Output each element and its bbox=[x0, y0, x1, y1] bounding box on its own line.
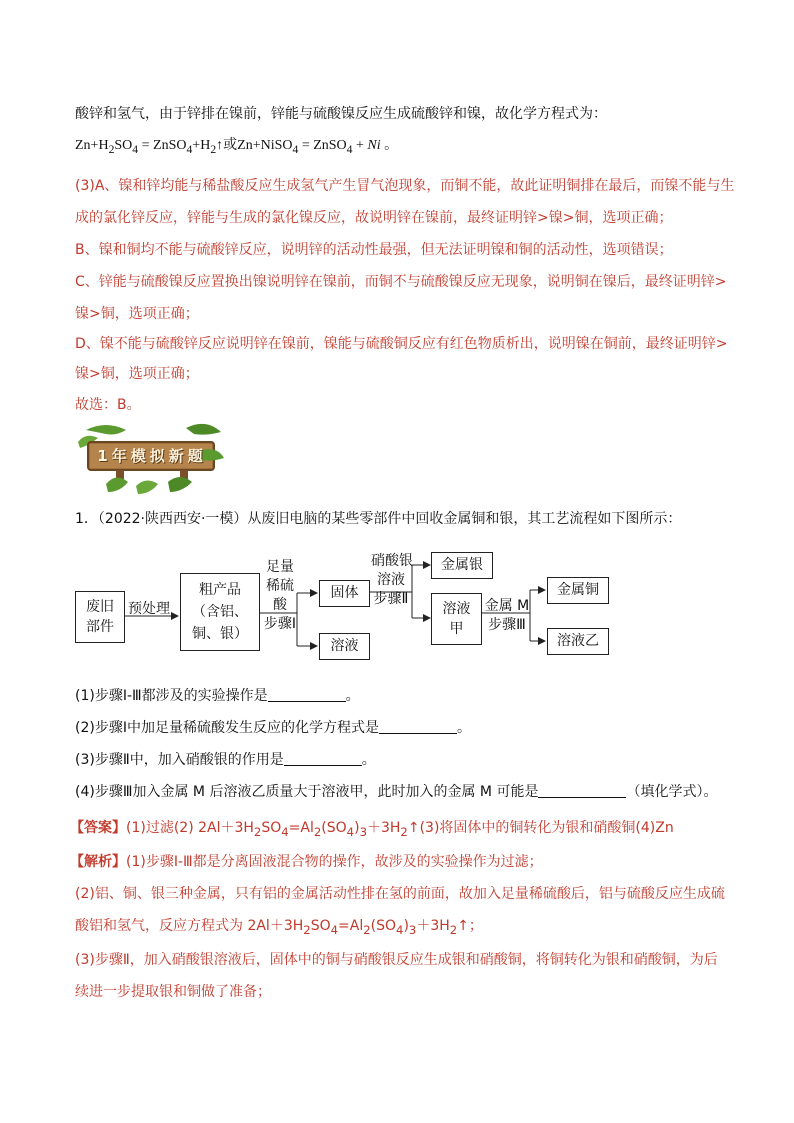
box-text: 溶液 bbox=[442, 601, 471, 617]
analysis-text: SO bbox=[310, 918, 331, 934]
analysis-sub: 4 bbox=[330, 922, 339, 937]
ans-text: ↑(3)将固体中的铜转化为银和硝酸铜(4)Zn bbox=[407, 820, 674, 836]
analysis-text: (1)步骤Ⅰ-Ⅲ都是分离固液混合物的操作，故涉及的实验操作为过滤； bbox=[126, 854, 543, 870]
analysis-3b: B、镍和铜均不能与硫酸锌反应，说明锌的活动性最强，但无法证明镍和铜的活动性，选项错误； bbox=[75, 242, 673, 258]
eq-text: ↑或Zn+NiSO bbox=[216, 138, 293, 153]
eq-text: Zn+H bbox=[75, 138, 109, 153]
q-text: (2)步骤Ⅰ中加足量稀硫酸发生反应的化学方程式是 bbox=[75, 720, 379, 736]
analysis-text: 酸铝和氢气，反应方程式为 2Al＋3H bbox=[75, 918, 304, 934]
eq-text: Ni bbox=[367, 138, 381, 153]
eq-sub: 4 bbox=[132, 142, 139, 156]
q-text: (1)步骤Ⅰ-Ⅲ都涉及的实验操作是 bbox=[75, 688, 268, 704]
analysis-line-5: 续进一步提取银和铜做了准备； bbox=[75, 984, 271, 1000]
analysis-sub: 3 bbox=[408, 922, 417, 937]
label-text: 金属 M bbox=[484, 598, 530, 614]
box-solution: 溶液 bbox=[319, 633, 370, 660]
ans-text: ) bbox=[354, 820, 360, 836]
choice-answer: 故选：B。 bbox=[75, 397, 141, 413]
ans-text: =Al bbox=[288, 820, 314, 836]
analysis-line-1 bbox=[70, 852, 543, 872]
banner-text: 1年模拟新题 bbox=[97, 447, 207, 465]
text-line: 酸锌和氢气，由于锌排在镍前，锌能与硫酸镍反应生成硫酸锌和镍，故化学方程式为： bbox=[75, 106, 607, 122]
eq-sub: 4 bbox=[292, 142, 299, 156]
box-waste-parts bbox=[75, 591, 125, 643]
analysis-text: (SO bbox=[370, 918, 397, 934]
eq-sub: 4 bbox=[346, 142, 353, 156]
answer-blank bbox=[379, 719, 457, 734]
sub-question-4 bbox=[75, 782, 717, 802]
sub-question-1 bbox=[75, 686, 360, 706]
box-text: （含铝、 bbox=[192, 604, 248, 620]
ans-sub: 4 bbox=[346, 824, 355, 839]
eq-text: + bbox=[352, 138, 368, 153]
box-copper: 金属铜 bbox=[547, 577, 609, 604]
label-step1 bbox=[262, 558, 298, 634]
label-text: 步骤Ⅰ bbox=[263, 616, 297, 632]
analysis-text: =Al bbox=[338, 918, 364, 934]
label-text: 酸 bbox=[273, 597, 287, 613]
analysis-sub: 2 bbox=[363, 922, 371, 937]
label-text: 溶液 bbox=[377, 572, 405, 588]
box-text: 废旧 bbox=[86, 599, 114, 615]
ans-sub: 2 bbox=[253, 824, 262, 839]
analysis-line-3 bbox=[75, 916, 483, 940]
ans-sub: 2 bbox=[400, 824, 408, 839]
q-text: 。 bbox=[361, 752, 376, 768]
ans-text: ＋3H bbox=[366, 820, 401, 836]
label-text: 硝酸银 bbox=[371, 553, 413, 569]
label-text: 足量 bbox=[266, 559, 294, 575]
eq-text: = ZnSO bbox=[298, 138, 347, 153]
box-text: 部件 bbox=[86, 619, 114, 635]
eq-text: 。 bbox=[380, 138, 399, 153]
sub-question-2 bbox=[75, 718, 471, 738]
analysis-3d-line2: 镍>铜，选项正确； bbox=[75, 366, 199, 382]
label-pretreat: 预处理 bbox=[128, 601, 170, 617]
analysis-line-2: (2)铝、铜、银三种金属，只有铝的金属活动性排在氢的前面，故加入足量稀硫酸后，铝与硫酸反应生成硫 bbox=[75, 886, 725, 902]
eq-text: SO bbox=[114, 138, 133, 153]
ans-sub: 4 bbox=[281, 824, 289, 839]
box-solid: 固体 bbox=[319, 580, 370, 607]
eq-text: +H bbox=[192, 138, 211, 153]
box-solution-yi: 溶液乙 bbox=[547, 628, 609, 655]
sub-question-3 bbox=[75, 750, 376, 770]
analysis-text: ) bbox=[403, 918, 409, 934]
analysis-3c-line2: 镍>铜，选项正确； bbox=[75, 306, 199, 322]
label-step2 bbox=[371, 552, 411, 609]
q-text: (4)步骤Ⅲ加入金属 M 后溶液乙质量大于溶液甲，此时加入的金属 M 可能是 bbox=[75, 784, 539, 800]
ans-sub: 3 bbox=[359, 824, 367, 839]
analysis-line-4: (3)步骤Ⅱ，加入硝酸银溶液后，固体中的铜与硝酸银反应生成银和硝酸铜，将铜转化为银和硝酸铜，为后 bbox=[75, 952, 718, 968]
answer-blank bbox=[538, 783, 626, 798]
answer-blank bbox=[268, 687, 346, 702]
q-text: (3)步骤Ⅱ中，加入硝酸银的作用是 bbox=[75, 752, 284, 768]
eq-sub: 2 bbox=[210, 142, 217, 156]
q-text: 。 bbox=[345, 688, 360, 704]
eq-sub: 2 bbox=[108, 142, 115, 156]
answer-line bbox=[70, 818, 674, 842]
analysis-sub: 2 bbox=[303, 922, 311, 937]
box-text: 粗产品 bbox=[199, 582, 241, 598]
label-step3 bbox=[484, 597, 530, 635]
answer-blank bbox=[284, 751, 362, 766]
question-intro: 1．（2022·陕西西安·一模）从废旧电脑的某些零部件中回收金属铜和银，其工艺流程如下图所示： bbox=[75, 511, 682, 527]
analysis-3a-line1: (3)A、镍和锌均能与稀盐酸反应生成氢气产生冒气泡现象，而铜不能，故此证明铜排在最后，而镍不能与生 bbox=[75, 178, 735, 194]
eq-sub: 4 bbox=[186, 142, 193, 156]
analysis-3a-line2: 成的氯化锌反应，锌能与生成的氯化镍反应，故说明锌在镍前，最终证明锌>镍>铜，选项正确； bbox=[75, 210, 673, 226]
label-text: 步骤Ⅲ bbox=[488, 617, 526, 633]
analysis-tag: 【解析】 bbox=[70, 854, 126, 870]
analysis-sub: 2 bbox=[449, 922, 458, 937]
box-crude-product bbox=[180, 573, 260, 651]
analysis-text: ＋3H bbox=[416, 918, 450, 934]
analysis-3d-line1: D、镍不能与硫酸锌反应说明锌在镍前，镍能与硫酸铜反应有红色物质析出，说明镍在铜前，最终证明锌> bbox=[75, 336, 728, 352]
box-silver: 金属银 bbox=[431, 552, 493, 579]
answer-tag: 【答案】 bbox=[70, 820, 126, 836]
q-text: （填化学式）。 bbox=[626, 784, 718, 800]
ans-text: SO bbox=[261, 820, 282, 836]
q-text: 。 bbox=[456, 720, 471, 736]
ans-sub: 2 bbox=[313, 824, 322, 839]
ans-text: (SO bbox=[321, 820, 347, 836]
box-text: 甲 bbox=[449, 621, 464, 637]
box-text: 铜、银） bbox=[192, 626, 248, 642]
box-solution-jia bbox=[431, 593, 482, 645]
label-text: 步骤Ⅱ bbox=[373, 591, 409, 607]
eq-text: = ZnSO bbox=[138, 138, 187, 153]
ans-text: (1)过滤(2) 2Al＋3H bbox=[126, 820, 254, 836]
analysis-text: ↑； bbox=[457, 918, 483, 934]
label-text: 稀硫 bbox=[266, 578, 294, 594]
analysis-sub: 4 bbox=[396, 922, 404, 937]
analysis-3c-line1: C、锌能与硫酸镍反应置换出镍说明锌在镍前，而铜不与硫酸镍反应无现象，说明铜在镍后，最终证明锌> bbox=[75, 274, 727, 290]
